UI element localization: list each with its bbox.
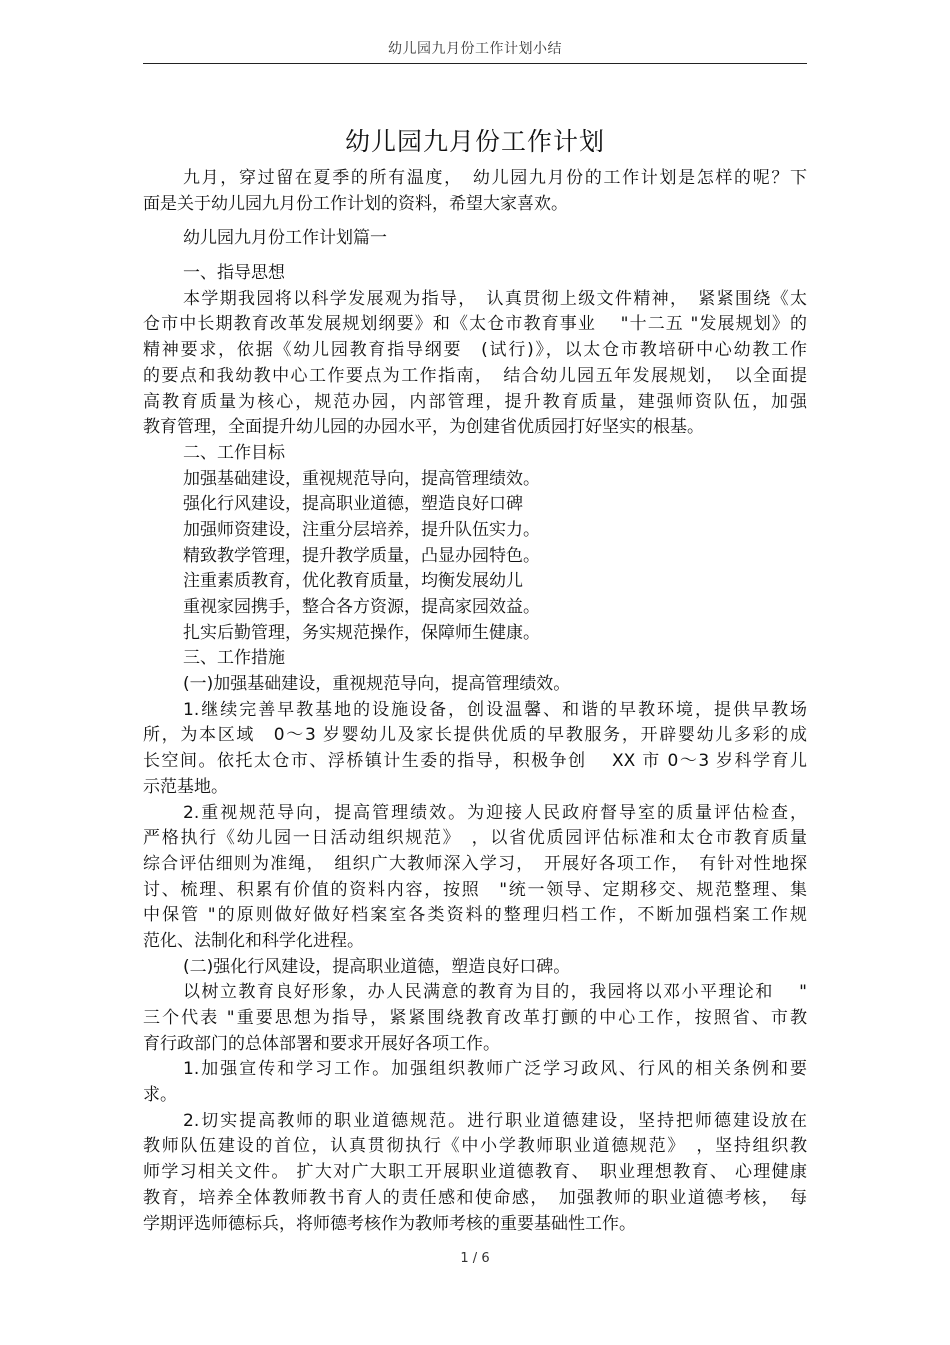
paragraph-gap xyxy=(143,217,807,226)
text-line: 讨、梳理、积累有价值的资料内容，按照 "统一领导、定期移交、规范整理、集 xyxy=(143,879,807,900)
text-line: 本学期我园将以科学发展观为指导， 认真贯彻上级文件精神， 紧紧围绕《太 xyxy=(183,288,807,309)
text-line: 强化行风建设，提高职业道德，塑造良好口碑 xyxy=(183,494,523,515)
paragraph-gap xyxy=(143,252,807,261)
text-line: 加强师资建设，注重分层培养，提升队伍实力。 xyxy=(183,519,540,540)
text-line: 严格执行《幼儿园一日活动组织规范》 ，以省优质园评估标准和太仓市教育质量 xyxy=(143,828,807,849)
text-line: 精致教学管理，提升教学质量，凸显办园特色。 xyxy=(183,545,540,566)
text-line: 育行政部门的总体部署和要求开展好各项工作。 xyxy=(143,1033,500,1054)
text-line: 中保管 "的原则做好做好档案室各类资料的整理归档工作，不断加强档案工作规 xyxy=(143,905,807,926)
text-line: 仓市中长期教育改革发展规划纲要》和《太仓市教育事业 "十二五 "发展规划》的 xyxy=(143,314,807,335)
text-line: 幼儿园九月份工作计划篇一 xyxy=(183,228,387,249)
header-rule xyxy=(143,63,807,64)
text-line: 重视家园携手，整合各方资源，提高家园效益。 xyxy=(183,597,540,617)
text-line: 范化、法制化和科学化进程。 xyxy=(143,930,364,951)
text-line: (一)加强基础建设，重视规范导向，提高管理绩效。 xyxy=(183,674,571,695)
text-line: 注重素质教育，优化教育质量，均衡发展幼儿 xyxy=(183,571,523,592)
text-line: 三个代表 "重要思想为指导，紧紧围绕教育改革打颤的中心工作，按照省、市教 xyxy=(143,1008,807,1028)
text-line: 高教育质量为核心，规范办园，内部管理，提升教育质量，建强师资队伍，加强 xyxy=(143,391,807,412)
text-line: 求。 xyxy=(143,1085,177,1106)
text-line: 2.重视规范导向，提高管理绩效。为迎接人民政府督导室的质量评估检查， xyxy=(183,802,807,823)
text-line: 精神要求，依据《幼儿园教育指导纲要 (试行)》，以太仓市教培研中心幼教工作 xyxy=(143,340,807,361)
text-line: 的要点和我幼教中心工作要点为工作指南， 结合幼儿园五年发展规划， 以全面提 xyxy=(143,365,807,386)
text-line: 三、工作措施 xyxy=(183,648,285,669)
text-line: 二、工作目标 xyxy=(183,442,285,463)
text-line: 综合评估细则为准绳， 组织广大教师深入学习， 开展好各项工作， 有针对性地探 xyxy=(143,853,807,874)
text-line: 教师队伍建设的首位，认真贯彻执行《中小学教师职业道德规范》 ，坚持组织教 xyxy=(143,1136,807,1157)
text-line: 1.继续完善早教基地的设施设备，创设温馨、和谐的早教环境，提供早教场 xyxy=(183,699,807,720)
text-line: 教育管理，全面提升幼儿园的办园水平，为创建省优质园打好坚实的根基。 xyxy=(143,417,704,438)
text-line: 学期评选师德标兵，将师德考核作为教师考核的重要基础性工作。 xyxy=(143,1213,636,1234)
text-line: 一、指导思想 xyxy=(183,263,285,284)
text-line: 长空间。依托太仓市、浮桥镇计生委的指导，积极争创 XX 市 0～3 岁科学育儿 xyxy=(143,751,807,772)
text-line: (二)强化行风建设，提高职业道德，塑造良好口碑。 xyxy=(183,956,571,977)
text-line: 师学习相关文件。 扩大对广大职工开展职业道德教育、 职业理想教育、 心理健康 xyxy=(143,1162,807,1183)
text-line: 1.加强宣传和学习工作。加强组织教师广泛学习政风、行风的相关条例和要 xyxy=(183,1059,807,1080)
text-line: 教育，培养全体教师教书育人的责任感和使命感， 加强教师的职业道德考核， 每 xyxy=(143,1187,807,1208)
text-line: 示范基地。 xyxy=(143,776,228,797)
text-line: 加强基础建设，重视规范导向，提高管理绩效。 xyxy=(183,468,540,489)
text-line: 面是关于幼儿园九月份工作计划的资料，希望大家喜欢。 xyxy=(143,193,568,214)
text-line: 九月，穿过留在夏季的所有温度， 幼儿园九月份的工作计划是怎样的呢？下 xyxy=(183,168,807,188)
running-header: 幼儿园九月份工作计划小结 xyxy=(388,41,562,57)
text-line: 以树立教育良好形象，办人民满意的教育为目的，我园将以邓小平理论和 " xyxy=(183,982,807,1003)
text-line: 所，为本区域 0～3 岁婴幼儿及家长提供优质的早教服务，开辟婴幼儿多彩的成 xyxy=(143,725,807,746)
page-number: 1 / 6 xyxy=(460,1251,490,1266)
document-body xyxy=(143,166,807,1237)
text-line: 2.切实提高教师的职业道德规范。进行职业道德建设，坚持把师德建设放在 xyxy=(183,1110,807,1131)
document-title: 幼儿园九月份工作计划 xyxy=(344,127,605,156)
text-line: 扎实后勤管理，务实规范操作，保障师生健康。 xyxy=(183,622,540,643)
